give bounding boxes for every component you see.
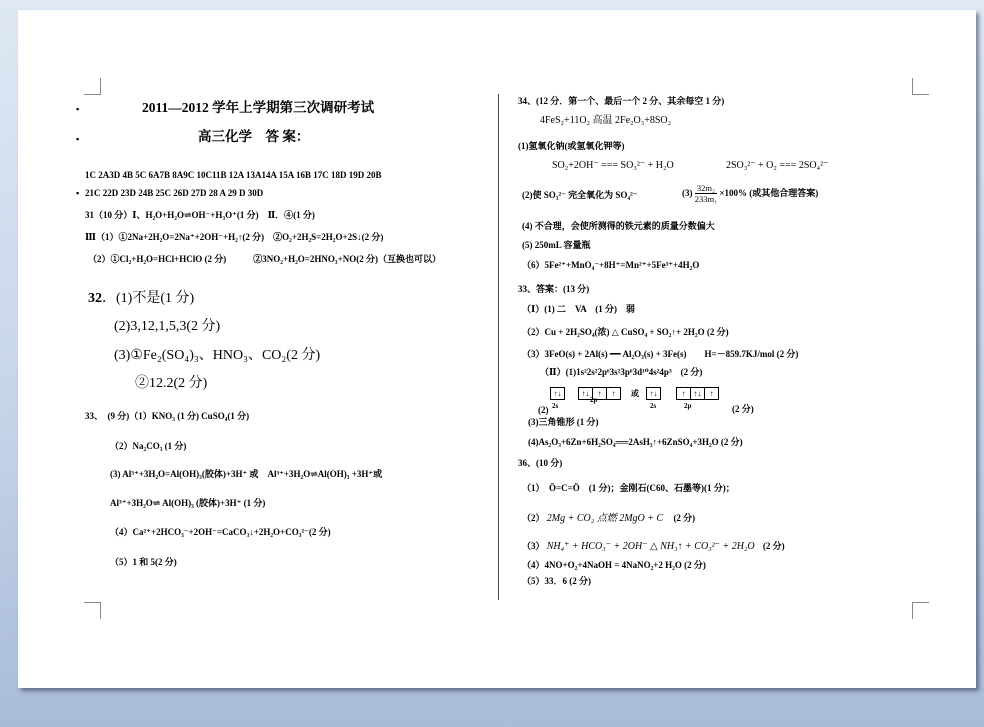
orbital-or: 或 (631, 389, 639, 398)
q34-eq-a: SO₂+2OH⁻ === SO₃²⁻ + H₂O (552, 160, 674, 171)
q36-part2-score: (2 分) (673, 513, 696, 523)
q34-heading: 34、(12 分．第一个、最后一个 2 分、其余每空 1 分) (518, 96, 725, 106)
column-divider (498, 94, 499, 600)
orbital-score: (2 分) (732, 404, 754, 414)
q32-line4: ②12.2(2 分) (135, 376, 208, 391)
q34-fraction (695, 183, 717, 204)
doc-title: 2011—2012 学年上学期第三次调研考试 (142, 100, 375, 115)
q34-part3 (682, 182, 818, 204)
paragraph-bullet: ▪ (76, 134, 80, 144)
crop-mark-top-left (84, 78, 101, 95)
orbital-index: (2) (538, 405, 549, 415)
q33-line4: Al³⁺+3H₂O⇌ Al(OH)₃ (胶体)+3H⁺ (1 分) (110, 498, 266, 508)
q34-part6: （6）5Fe²⁺+MnO₄⁻+8H⁺=Mn²⁺+5Fe³⁺+4H₂O (522, 260, 700, 270)
q32-line3: (3)①Fe₂(SO₄)₃、HNO₃、CO₂(2 分) (114, 348, 321, 363)
orbital-box: ↑↓ (550, 387, 565, 400)
q32-line2: (2)3,12,1,5,3(2 分) (114, 319, 221, 334)
orbital-diagram-a (550, 384, 620, 402)
orbital-label-2p: 2p (590, 396, 598, 404)
q34-part4: (4) 不合理，会使所测得的铁元素的质量分数偏大 (522, 221, 715, 231)
q36-part1: （1） Ö=C=Ö (1 分)；金刚石(C60、石墨等)(1 分)； (522, 483, 735, 493)
fraction-denominator: 233m₁ (694, 194, 718, 205)
q34-part3-prefix: (3) (682, 188, 693, 198)
q34-eq-b: 2SO₃²⁻ + O₂ === 2SO₄²⁻ (726, 160, 829, 171)
q36-part2-prefix: （2） (522, 513, 545, 523)
paragraph-bullet: ▪ (76, 188, 80, 198)
orbital-box: ↑ (676, 387, 691, 400)
q34-part5: (5) 250mL 容量瓶 (522, 240, 591, 250)
mc-answers-line2: 21C 22D 23D 24B 25C 26D 27D 28 A 29 D 30D (85, 188, 264, 198)
q36-part5: （5）33．6 (2 分) (522, 576, 591, 586)
q36-heading: 36、(10 分) (518, 458, 563, 468)
q33-line3: (3) Al³⁺+3H₂O=Al(OH)₃(胶体)+3H⁺ 或 Al³⁺+3H₂O⇌Al(OH)₃ +3H⁺或 (110, 469, 383, 479)
q31-line2: Ⅲ（1）①2Na+2H₂O=2Na⁺+2OH⁻+H₂↑(2 分) ②O₂+2H₂S=2H₂O+2S↓(2 分) (85, 232, 384, 242)
q33r-part-ii-4: (4)As₂O₃+6Zn+6H₂SO₄══2AsH₃↑+6ZnSO₄+3H₂O (2 分) (528, 437, 743, 447)
q36-part4: （4）4NO+O₂+4NaOH = 4NaNO₂+2 H₂O (2 分) (522, 560, 706, 570)
q36-part2-equation: 2Mg + CO₂ 点燃 2MgO + C (546, 513, 664, 524)
q33r-part1: （Ⅰ）(1) 二 VA (1 分) 弱 (522, 304, 636, 314)
orbital-box: ↑↓ (578, 387, 593, 400)
q34-part3-suffix: ×100% (或其他合理答案) (719, 188, 819, 198)
q33-line1: 33、 (9 分)（1）KNO₃ (1 分) CuSO₄(1 分) (85, 411, 250, 421)
q33-line5: （4）Ca²⁺+2HCO₃⁻+2OH⁻=CaCO₃↓+2H₂O+CO₃²⁻(2 分) (110, 527, 331, 537)
q34-reaction: 4FeS₂+11O₂ 高温 2Fe₂O₃+8SO₂ (540, 115, 672, 126)
q33-line2: （2）Na₂CO₃ (1 分) (110, 441, 187, 451)
orbital-label-2p-b: 2p (684, 402, 692, 410)
orbital-box: ↑ (592, 387, 607, 400)
q33-line6: （5）1 和 5(2 分) (110, 557, 177, 567)
q33r-heading: 33、答案：(13 分) (518, 284, 590, 294)
q33r-part-ii-3: (3)三角锥形 (1 分) (528, 417, 599, 427)
orbital-box: ↑ (606, 387, 621, 400)
q33r-part3: （3）3FeO(s) + 2Al(s) ━━ Al₂O₃(s) + 3Fe(s) H=－859.7KJ/mol (2 分) (522, 349, 799, 359)
orbital-diagram-b (646, 384, 718, 402)
document-page[interactable] (18, 10, 976, 688)
q36-part3 (522, 540, 785, 553)
q36-part3-equation: NH₄⁺ + HCO₃⁻ + 2OH⁻ △ NH₃↑ + CO₃²⁻ + 2H₂O (546, 541, 755, 552)
q32-number: 32 (88, 291, 102, 306)
q33r-part2: （2）Cu + 2H₂SO₄(浓) △ CuSO₄ + SO₂↑+ 2H₂O (2 分) (522, 327, 729, 337)
fraction-numerator: 32m₂ (695, 183, 717, 194)
q36-part3-prefix: （3） (522, 541, 545, 551)
paragraph-bullet: ▪ (76, 104, 80, 114)
q33r-part-ii-1: （Ⅱ）(1)1s²2s²2p⁶3s²3p⁶3d¹⁰4s²4p³ (2 分) (540, 367, 703, 377)
mc-answers-line1: 1C 2A3D 4B 5C 6A7B 8A9C 10C11B 12A 13A14A 15A 16B 17C 18D 19D 20B (85, 170, 382, 180)
q34-part2: (2)使 SO₃²⁻ 完全氧化为 SO₄²⁻ (522, 190, 638, 200)
q31-line1: 31（10 分）Ⅰ、H₂O+H₂O⇌OH⁻+H₃O⁺(1 分) Ⅱ．④(1 分) (85, 210, 315, 220)
q36-part3-score: (2 分) (762, 541, 785, 551)
orbital-box: ↑ (704, 387, 719, 400)
crop-mark-top-right (912, 78, 929, 95)
q34-part1: (1)氢氧化钠(或氢氧化钾等) (518, 141, 625, 151)
q32-line1 (88, 290, 194, 308)
q32-part1: ．(1)不是(1 分) (102, 291, 195, 306)
orbital-label-2s: 2s (552, 402, 559, 410)
crop-mark-bottom-right (912, 602, 929, 619)
q36-part2 (522, 512, 695, 525)
doc-subtitle: 高三化学 答 案： (198, 129, 310, 144)
orbital-box: ↑↓ (690, 387, 705, 400)
orbital-box: ↑↓ (646, 387, 661, 400)
q31-line3: （2）①Cl₂+H₂O=HCl+HClO (2 分) ②3NO₂+H₂O=2HNO₃+NO(2 分)（互换也可以） (88, 254, 442, 264)
orbital-label-2s-b: 2s (650, 402, 657, 410)
crop-mark-bottom-left (84, 602, 101, 619)
